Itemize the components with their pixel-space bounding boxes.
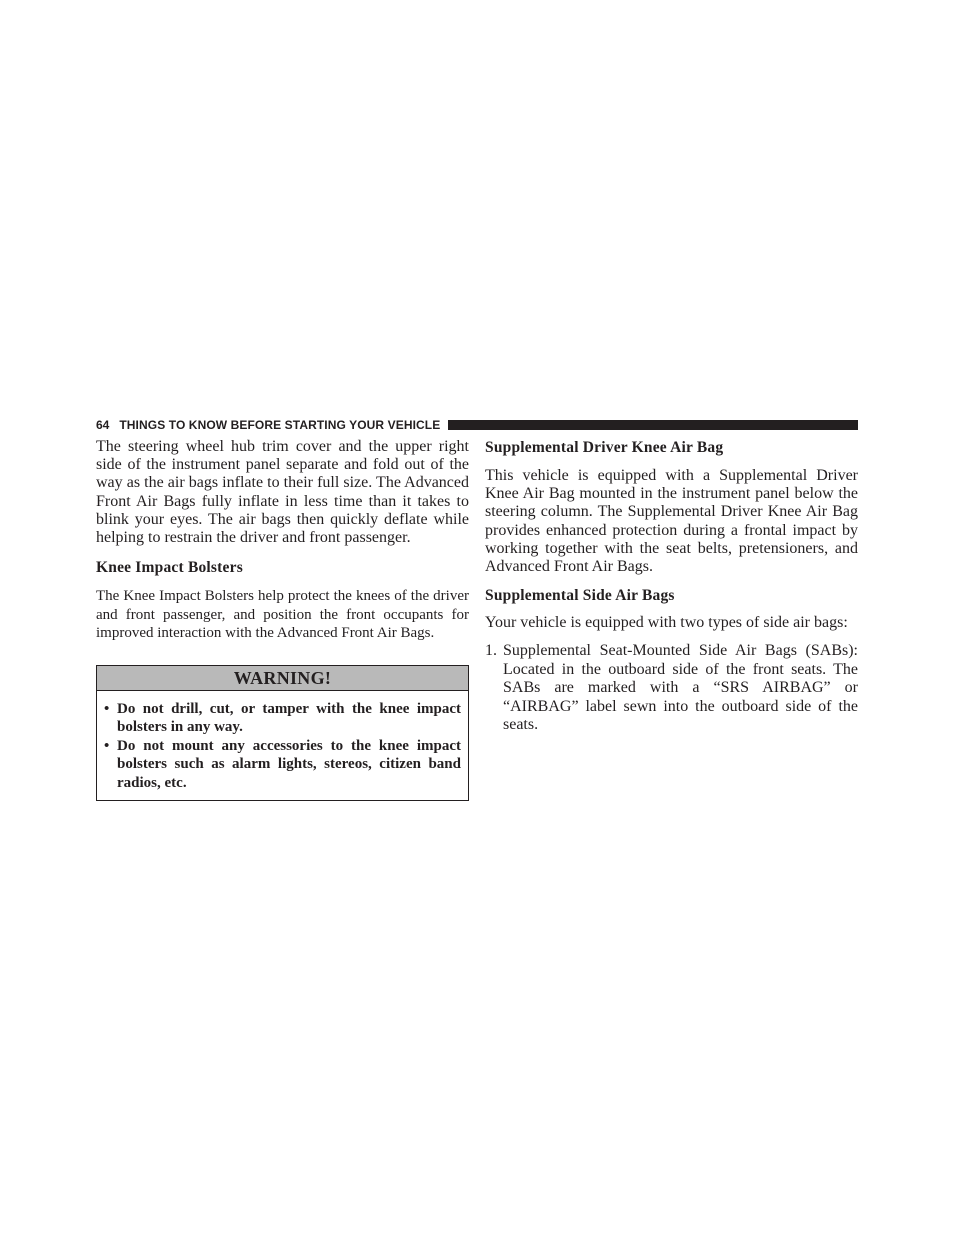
warning-item-text: Do not mount any accessories to the knee impact bolsters such as alarm lights, stereos, citizen band radios, etc.	[117, 737, 461, 791]
driver-knee-air-bag-heading: Supplemental Driver Knee Air Bag	[485, 439, 724, 456]
warning-list	[97, 691, 468, 800]
warning-item	[104, 737, 461, 792]
warning-box	[96, 665, 469, 801]
bullet-icon: •	[104, 737, 110, 754]
warning-item	[104, 700, 461, 737]
page-number: 64	[96, 417, 110, 432]
side-air-bags-heading: Supplemental Side Air Bags	[485, 587, 675, 605]
list-item-text: Supplemental Seat-Mounted Side Air Bags (SABs): Located in the outboard side of the front seats. The SABs are marked with a “SRS AIRBAG” or “AIRBAG” label sewn into the outboard side of the seats.	[503, 642, 858, 734]
knee-impact-bolsters-paragraph: The Knee Impact Bolsters help protect the knees of the driver and front passenger, and position the front occupants for improved interaction with the Advanced Front Air Bags.	[96, 588, 469, 642]
left-column	[96, 438, 469, 801]
side-air-bag-list-item	[485, 642, 858, 735]
header-rule-bar	[448, 420, 858, 430]
intro-paragraph: The steering wheel hub trim cover and the upper right side of the instrument panel separate and fold out of the way as the air bags inflate to their full size. The Advanced Front Air Bags fully inflate in less time than it takes to blink your eyes. The air bags then quickly deflate while helping to restrain the driver and front passenger.	[96, 438, 469, 547]
knee-impact-bolsters-heading: Knee Impact Bolsters	[96, 559, 243, 577]
bullet-icon: •	[104, 701, 110, 717]
right-column	[485, 438, 858, 735]
warning-title: WARNING!	[97, 666, 468, 691]
driver-knee-air-bag-paragraph: This vehicle is equipped with a Supplemental Driver Knee Air Bag mounted in the instrument panel below the steering column. The Supplemental Driver Knee Air Bag provides enhanced protection during a frontal impact by working together with the seat belts, pretensioners, and Advanced Front Air Bags.	[485, 467, 858, 576]
list-item-number: 1.	[485, 642, 497, 660]
warning-item-text: Do not drill, cut, or tamper with the knee impact bolsters in any way.	[117, 701, 461, 736]
section-title: THINGS TO KNOW BEFORE STARTING YOUR VEHICLE	[119, 417, 441, 432]
side-air-bags-paragraph: Your vehicle is equipped with two types of side air bags:	[485, 614, 848, 632]
page-header	[96, 417, 858, 432]
